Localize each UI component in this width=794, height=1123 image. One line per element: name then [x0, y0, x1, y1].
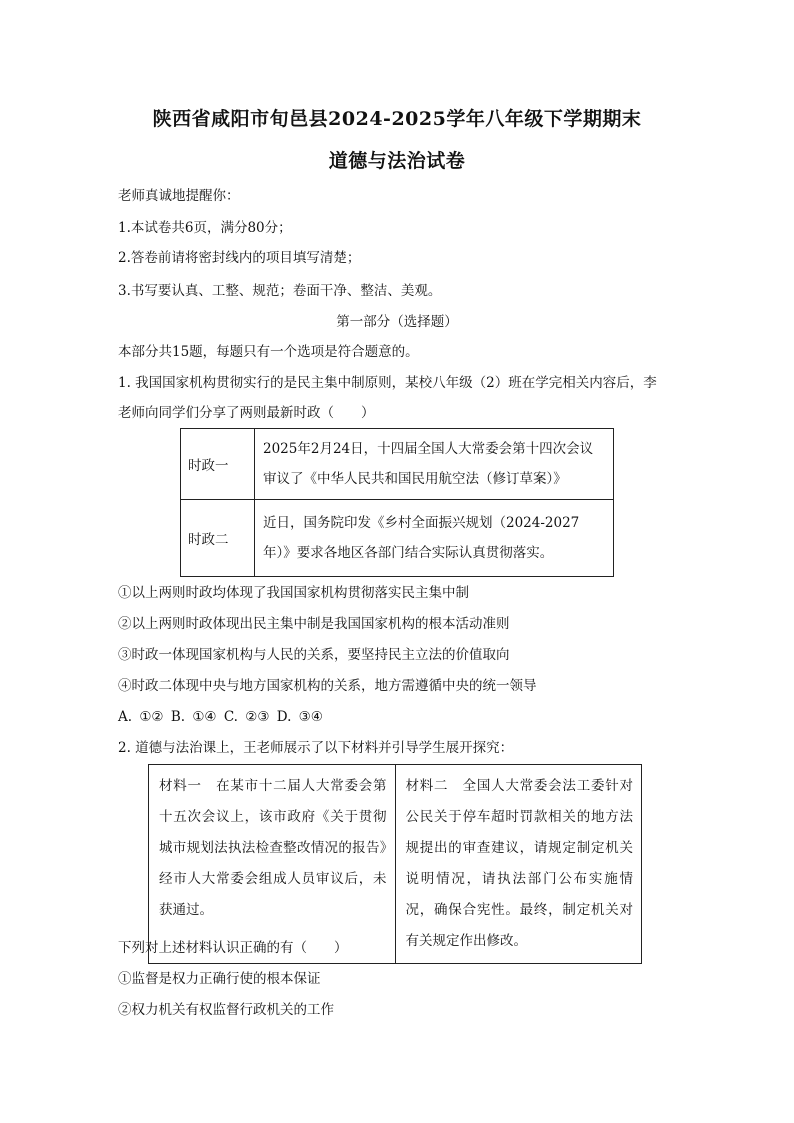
page-title-line1: 陕西省咸阳市旬邑县2024-2025学年八年级下学期期末	[152, 108, 642, 130]
news-content-2	[255, 500, 614, 577]
reminder-item-2: 2.答卷前请将密封线内的项目填写清楚；	[118, 250, 361, 266]
q1-news-table	[180, 428, 614, 577]
news-content-1-line2: 审议了《中华人民共和国民用航空法（修订草案）》	[263, 471, 567, 487]
material-2: 材料二 全国人大常委会法工委针对公民关于停车超时罚款相关的地方法规提出的审查建议，请规定制定机关说明情况，请执法部门公布实施情况，确保合宪性。最终，制定机关对有关规定作出修改。	[395, 765, 642, 964]
news-content-2-line1: 近日，国务院印发《乡村全面振兴规划（2024-2027	[263, 515, 580, 531]
section-title: 第一部分（选择题）	[336, 314, 458, 330]
section-intro: 本部分共15题，每题只有一个选项是符合题意的。	[118, 344, 419, 360]
news-label-2: 时政二	[181, 500, 255, 577]
page-title-line2: 道德与法治试卷	[328, 150, 466, 172]
reminder-heading: 老师真诚地提醒你：	[118, 188, 240, 204]
news-label-1: 时政一	[181, 429, 255, 500]
q1-option-4: ④时政二体现中央与地方国家机构的关系，地方需遵循中央的统一领导	[118, 678, 537, 694]
q2-option-1: ①监督是权力正确行使的根本保证	[118, 971, 321, 987]
q1-option-3: ③时政一体现国家机构与人民的关系，要坚持民主立法的价值取向	[118, 647, 510, 663]
q2-question: 下列对上述材料认识正确的有（ ）	[118, 940, 348, 956]
news-content-1-line1: 2025年2月24日，十四届全国人大常委会第十四次会议	[263, 441, 594, 457]
q2-material-table	[148, 764, 642, 964]
q1-stem-line2: 老师向同学们分享了两则最新时政（ ）	[118, 405, 375, 421]
table-row	[181, 500, 614, 577]
q2-stem: 2. 道德与法治课上，王老师展示了以下材料并引导学生展开探究：	[118, 740, 514, 756]
q1-stem-line1: 1. 我国国家机构贯彻实行的是民主集中制原则，某校八年级（2）班在学完相关内容后，李	[118, 375, 657, 391]
reminder-item-3: 3.书写要认真、工整、规范；卷面干净、整洁、美观。	[118, 283, 442, 299]
material-1: 材料一 在某市十二届人大常委会第十五次会议上，该市政府《关于贯彻城市规划法执法检查整改情况的报告》经市人大常委会组成人员审议后，未获通过。	[149, 765, 396, 964]
q1-option-1: ①以上两则时政均体现了我国国家机构贯彻落实民主集中制	[118, 585, 469, 601]
table-row	[181, 429, 614, 500]
table-row	[149, 765, 642, 964]
news-content-2-line2: 年）》要求各地区各部门结合实际认真贯彻落实。	[263, 545, 554, 561]
q2-option-2: ②权力机关有权监督行政机关的工作	[118, 1002, 334, 1018]
reminder-item-1: 1.本试卷共6页，满分80分；	[118, 220, 292, 236]
q1-answer-choices: A. ①② B. ①④ C. ②③ D. ③④	[118, 709, 323, 725]
news-content-1	[255, 429, 614, 500]
q1-option-2: ②以上两则时政体现出民主集中制是我国国家机构的根本活动准则	[118, 616, 510, 632]
